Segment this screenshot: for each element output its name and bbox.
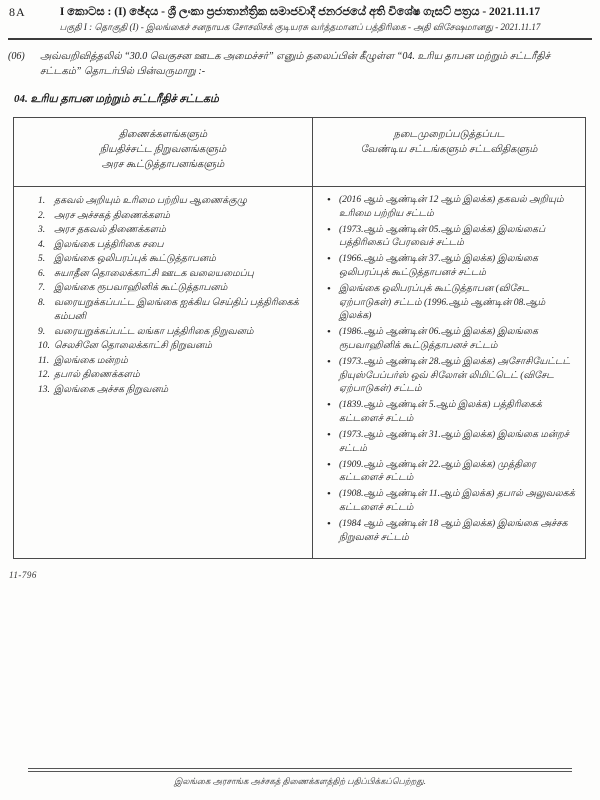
law-item: • (1909.ஆம் ஆண்டின் 22.ஆம் இலக்க) முத்திரை கட்டளைச் சட்டம் — [339, 459, 579, 486]
department-item: வரையறுக்கப்பட்ட இலங்கை ஐக்கிய செய்திப் பத்திரிகைக் கம்பனி — [54, 297, 299, 322]
law-item: • (1973.ஆம் ஆண்டின் 05.ஆம் இலக்க) இலங்கைப் பத்திரிகைப் பேரவைச் சட்டம் — [339, 224, 579, 251]
department-item: தபால் திணைக்களம் — [54, 370, 140, 380]
laws-cell — [313, 187, 586, 559]
gazette-title-tamil: பகுதி I : தொகுதி (I) - இலங்கைச் சனநாயக சோசலிசக் குடியரசு வர்த்தமானப் பத்திரிகை - அதி விசேஷமானது - 2021.11.17 — [59, 22, 541, 32]
column-header-line: வேண்டிய சட்டங்களும் சட்டவிதிகளும் — [360, 144, 538, 155]
section-heading: 04. உரிய தாபன மற்றும் சட்டரீதிச் சட்டகம் — [14, 93, 219, 105]
department-item: சுயாதீன தொலைக்காட்சி ஊடக வலையமைப்பு — [54, 268, 254, 279]
law-item: • (2016 ஆம் ஆண்டின் 12 ஆம் இலக்க) தகவல் அறியும் உரிமை பற்றிய சட்டம் — [339, 194, 579, 221]
printer-imprint: இலங்கை அரசாங்க அச்சகத் திணைக்களத்திற் பதிப்பிக்கப்பெற்றது. — [174, 776, 426, 786]
department-item: வரையறுக்கப்பட்ட லங்கா பத்திரிகை நிறுவனம் — [54, 326, 254, 337]
footer-double-rule — [28, 768, 572, 773]
department-item: இலங்கை பத்திரிகை சபை — [54, 239, 164, 250]
departments-list — [24, 194, 306, 397]
page-number: 8A — [9, 5, 26, 19]
law-item: • (1908.ஆம் ஆண்டின் 11.ஆம் இலக்க) தபால் அலுவலகக் கட்டளைச் சட்டம் — [339, 488, 579, 515]
departments-cell — [14, 187, 313, 559]
department-item: தகவல் அறியும் உரிமை பற்றிய ஆணைக்குழு — [54, 196, 247, 206]
page-footer — [0, 768, 600, 789]
column-header-line: நியதிச்சட்ட நிறுவனங்களும் — [99, 144, 227, 155]
column-header-laws — [313, 118, 586, 187]
law-item: • (1973.ஆம் ஆண்டின் 31.ஆம் இலக்க) இலங்கை மன்றச் சட்டம் — [339, 429, 579, 456]
paragraph-number: (06) — [8, 51, 25, 62]
law-item: • (1984 ஆம் ஆண்டின் 18 ஆம் இலக்க) இலங்கை அச்சக நிறுவனச் சட்டம் — [339, 518, 579, 545]
department-item: அரச தகவல் திணைக்களம் — [54, 225, 166, 235]
column-header-line: அரச கூட்டுத்தாபனங்களும் — [101, 159, 225, 170]
masthead — [0, 0, 600, 40]
masthead-rule — [8, 38, 592, 40]
department-item: இலங்கை அச்சக நிறுவனம் — [54, 384, 169, 395]
column-header-line: நடைமுறைப்படுத்தப்பட — [393, 129, 505, 140]
department-item: அரச அச்சகத் திணைக்களம் — [54, 210, 171, 221]
law-item: • (1973.ஆம் ஆண்டின் 28.ஆம் இலக்க) அசோசியேட்டட் நியுஸ்பேப்பர்ஸ் ஒவ் சிலோன் லிமிட்டெட் (விசேட ஏற்பாடுகள்) சட்டம் — [339, 356, 579, 397]
paragraph-text: அவ்வறிவித்தலில் “30.0 வெகுசன ஊடக அமைச்சர்” எனும் தலைப்பின் கீழுள்ள “04. உரிய தாபன மற்றும் சட்டரீதிச் சட்டகம்” தொடர்பில் பின்வருமாறு :- — [40, 51, 551, 77]
masthead-line-sinhala — [0, 5, 600, 19]
gazette-title-sinhala: I කොටස : (I) ඡේදය - ශ්‍රී ලංකා ප්‍රජාතාන්ත්‍රික සමාජවාදී ජනරජයේ අති විශේෂ ගැසට් පත්‍රය - 2021.11.17 — [59, 6, 541, 18]
law-item: • இலங்கை ஒலிபரப்புக் கூட்டுத்தாபன (விசேட ஏற்பாடுகள்) சட்டம் (1996.ஆம் ஆண்டின் 08.ஆம் இலக்க) — [339, 283, 579, 324]
laws-list — [323, 194, 579, 545]
law-item: • (1839.ஆம் ஆண்டின் 5.ஆம் இலக்க) பத்திரிகைக் கட்டளைச் சட்டம் — [339, 399, 579, 426]
gazette-table — [13, 117, 586, 559]
column-header-line: திணைக்களங்களும் — [118, 129, 208, 140]
department-item: செலசினே தொலைக்காட்சி நிறுவனம் — [54, 341, 212, 351]
amendment-paragraph — [8, 50, 590, 79]
notice-number: 11-796 — [9, 569, 37, 580]
department-item: இலங்கை ரூபவாஹினிக் கூட்டுத்தாபனம் — [54, 283, 228, 293]
column-header-departments — [14, 118, 313, 187]
department-item: இலங்கை ஒலிபரப்புக் கூட்டுத்தாபனம் — [54, 254, 216, 264]
law-item: • (1986.ஆம் ஆண்டின் 06.ஆம் இலக்க) இலங்கை ரூபவாஹினிக் கூட்டுத்தாபனச் சட்டம் — [339, 326, 579, 353]
law-item: • (1966.ஆம் ஆண்டின் 37.ஆம் இலக்க) இலங்கை ஒலிபரப்புக் கூட்டுத்தாபனச் சட்டம் — [339, 253, 579, 280]
department-item: இலங்கை மன்றம் — [54, 355, 128, 366]
